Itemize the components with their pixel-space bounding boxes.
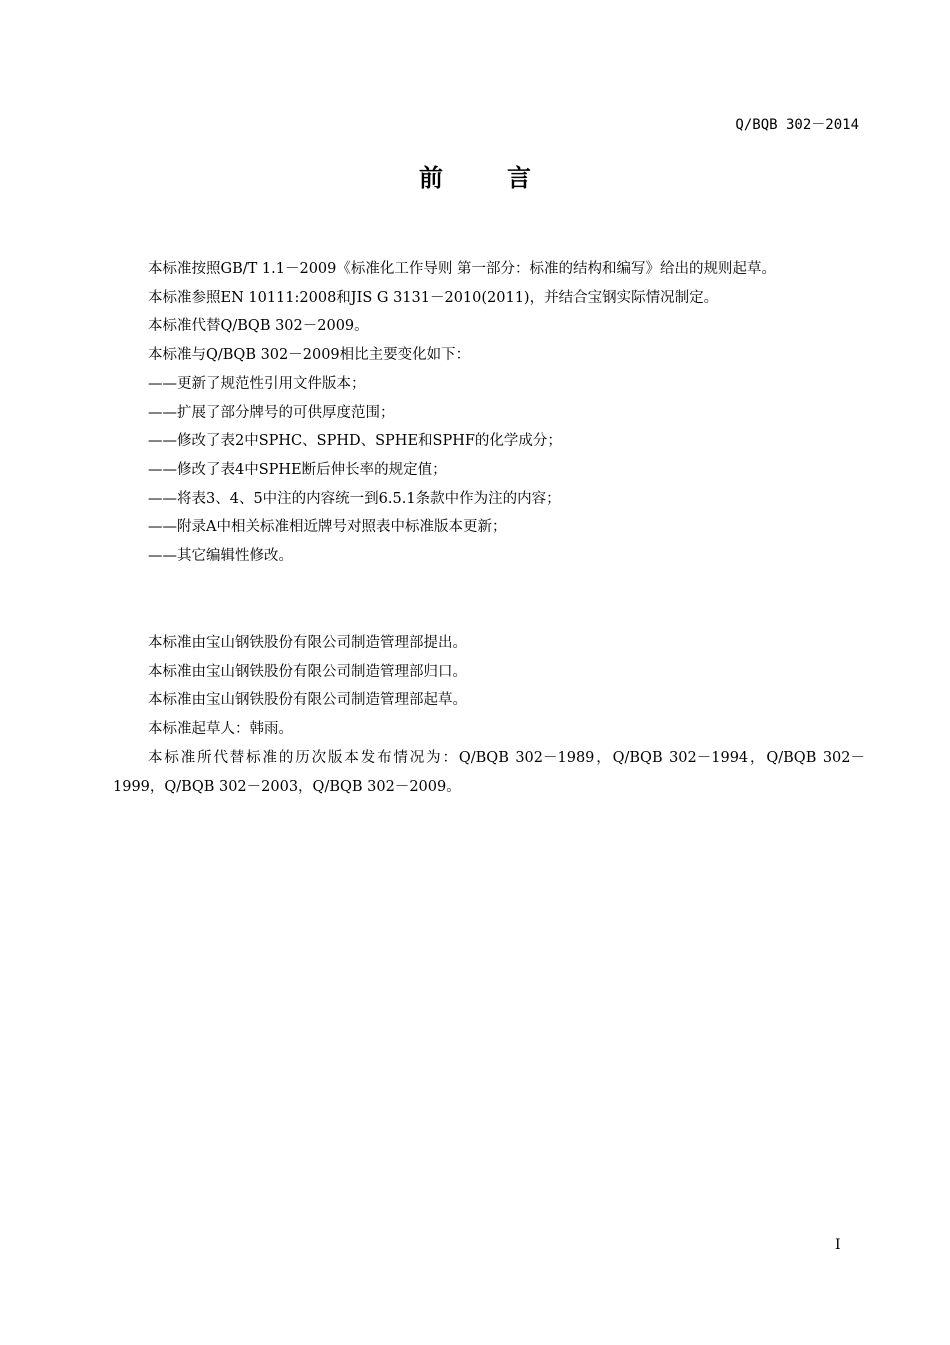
paragraph-changes-intro: 本标准与Q/BQB 302－2009相比主要变化如下： <box>148 347 471 364</box>
page-title: 前言 <box>419 164 595 192</box>
change-item: ——修改了表2中SPHC、SPHD、SPHE和SPHF的化学成分； <box>148 433 562 450</box>
paragraph-reference-standards: 本标准参照EN 10111:2008和JIS G 3131－2010(2011)，并结合宝钢实际情况制定。 <box>148 289 719 306</box>
change-item: ——其它编辑性修改。 <box>148 548 293 565</box>
standard-code: Q/BQB 302－2014 <box>735 117 859 133</box>
paragraph-managed-by: 本标准由宝山钢铁股份有限公司制造管理部归口。 <box>148 663 467 680</box>
paragraph-replaces: 本标准代替Q/BQB 302－2009。 <box>148 318 369 335</box>
change-item: ——修改了表4中SPHE断后伸长率的规定值； <box>148 461 447 478</box>
paragraph-drafting-rules: 本标准按照GB/T 1.1－2009《标准化工作导则 第一部分：标准的结构和编写》给出的规则起草。 <box>148 261 776 277</box>
preface-section-2 <box>113 629 865 801</box>
change-item: ——将表3、4、5中注的内容统一到6.5.1条款中作为注的内容； <box>148 490 561 507</box>
preface-section-1 <box>113 255 865 571</box>
paragraph-drafted-by: 本标准由宝山钢铁股份有限公司制造管理部起草。 <box>148 692 467 709</box>
paragraph-proposed-by: 本标准由宝山钢铁股份有限公司制造管理部提出。 <box>148 635 467 651</box>
paragraph-version-history: 本标准所代替标准的历次版本发布情况为：Q/BQB 302－1989，Q/BQB 302－1994，Q/BQB 302－1999，Q/BQB 302－2003，Q/BQB 302－2009。 <box>113 749 865 795</box>
change-item: ——扩展了部分牌号的可供厚度范围； <box>148 404 395 421</box>
page-number: I <box>835 1237 841 1253</box>
change-item: ——更新了规范性引用文件版本； <box>148 375 366 392</box>
change-item: ——附录A中相关标准相近牌号对照表中标准版本更新； <box>148 519 507 536</box>
paragraph-drafters: 本标准起草人：韩雨。 <box>148 721 293 738</box>
